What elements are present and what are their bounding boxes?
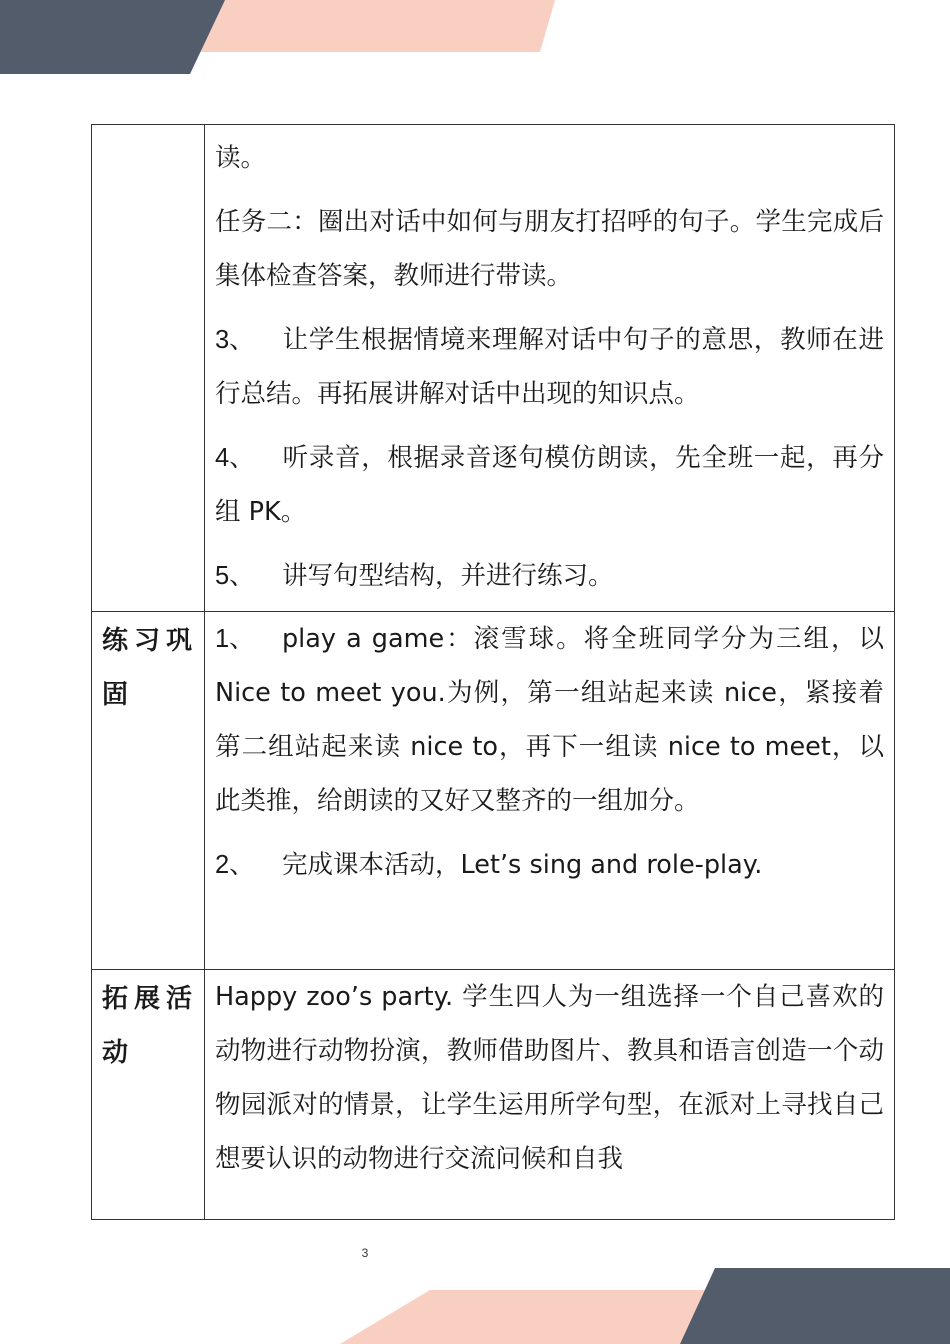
paragraph: [215, 431, 884, 539]
lesson-plan-table: [91, 124, 895, 1220]
paragraph-text: 讲写句型结构，并进行练习。: [282, 561, 614, 591]
paragraph-text: play a game：滚雪球。将全班同学分为三组，以 Nice to meet you.为例，第一组站起来读 nice，紧接着第二组站起来读 nice to，再下一组读 nice to meet，以此类推，给朗读的又好又整齐的一组加分。: [215, 624, 884, 816]
paragraph-text: 任务二：圈出对话中如何与朋友打招呼的句子。学生完成后集体检查答案，教师进行带读。: [215, 207, 884, 291]
paragraph: [215, 195, 884, 303]
paragraph-text: 读。: [215, 143, 267, 173]
item-number: 1、: [215, 625, 255, 653]
row-label: 拓展活动: [102, 984, 199, 1068]
paragraph-text: 完成课本活动，Let’s sing and role-play.: [282, 850, 763, 880]
footer-slate-band: [680, 1268, 950, 1344]
row-label-cell: [92, 612, 205, 970]
row-content-cell: [205, 612, 895, 970]
paragraph: [215, 549, 884, 603]
page-number: 3: [361, 1246, 369, 1260]
row-label: 练习巩固: [102, 626, 199, 710]
row-label-cell: [92, 125, 205, 612]
table-row: [92, 612, 895, 970]
paragraph: [215, 838, 884, 892]
paragraph: [215, 131, 884, 185]
row-content-cell: [205, 125, 895, 612]
paragraph-text: 让学生根据情境来理解对话中句子的意思，教师在进行总结。再拓展讲解对话中出现的知识点。: [215, 325, 884, 409]
paragraph: [215, 970, 884, 1186]
row-label-cell: [92, 970, 205, 1220]
footer-peach-band: [340, 1290, 740, 1344]
table-row: [92, 125, 895, 612]
item-number: 4、: [215, 444, 255, 472]
item-number: 3、: [215, 326, 255, 354]
table-row: [92, 970, 895, 1220]
paragraph-text: Happy zoo’s party. 学生四人为一组选择一个自己喜欢的动物进行动物扮演，教师借助图片、教具和语言创造一个动物园派对的情景，让学生运用所学句型，在派对上寻找自己想要认识的动物进行交流问候和自我: [215, 982, 884, 1174]
item-number: 5、: [215, 562, 255, 590]
paragraph-text: 听录音，根据录音逐句模仿朗读，先全班一起，再分组 PK。: [215, 443, 884, 527]
item-number: 2、: [215, 851, 255, 879]
row-content-cell: [205, 970, 895, 1220]
paragraph: [215, 313, 884, 421]
paragraph: [215, 612, 884, 828]
